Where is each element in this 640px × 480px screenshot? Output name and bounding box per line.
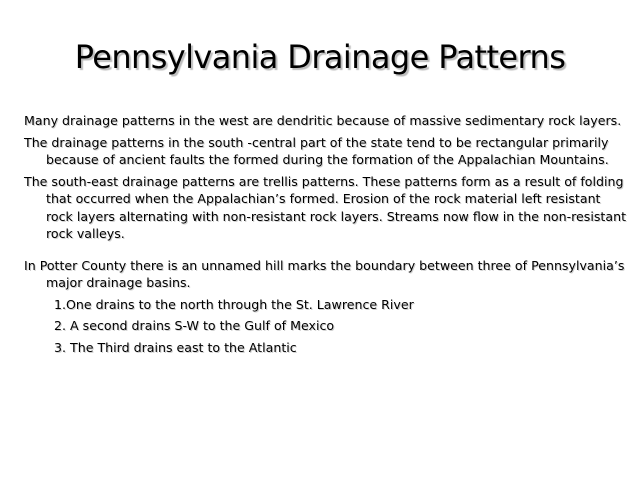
list-item: 2. A second drains S-W to the Gulf of Mexico bbox=[54, 318, 335, 333]
list-item: 1.One drains to the north through the St. Lawrence River bbox=[54, 296, 414, 312]
paragraph-south-east-trellis: The south-east drainage patterns are trellis patterns. These patterns form as a result of folding that occurred when the Appalachian’s formed. Erosion of the rock material left resistant rock layers alternating with non-resistant rock layers. Streams now flow in the non-resistant rock valleys. bbox=[24, 173, 627, 241]
slide-body bbox=[24, 112, 626, 360]
drainage-basins-list bbox=[24, 296, 626, 357]
paragraph-west-dendritic: Many drainage patterns in the west are dendritic because of massive sedimentary rock layers. bbox=[24, 113, 622, 128]
paragraph-potter-county: In Potter County there is an unnamed hill marks the boundary between three of Pennsylvania’s major drainage basins. bbox=[24, 257, 625, 290]
slide-title: Pennsylvania Drainage Patterns bbox=[74, 38, 566, 76]
list-item: 3. The Third drains east to the Atlantic bbox=[54, 339, 297, 355]
paragraph-south-central-rectangular: The drainage patterns in the south -central part of the state tend to be rectangular primarily because of ancient faults the formed during the formation of the Appalachian Mountains. bbox=[24, 134, 609, 167]
